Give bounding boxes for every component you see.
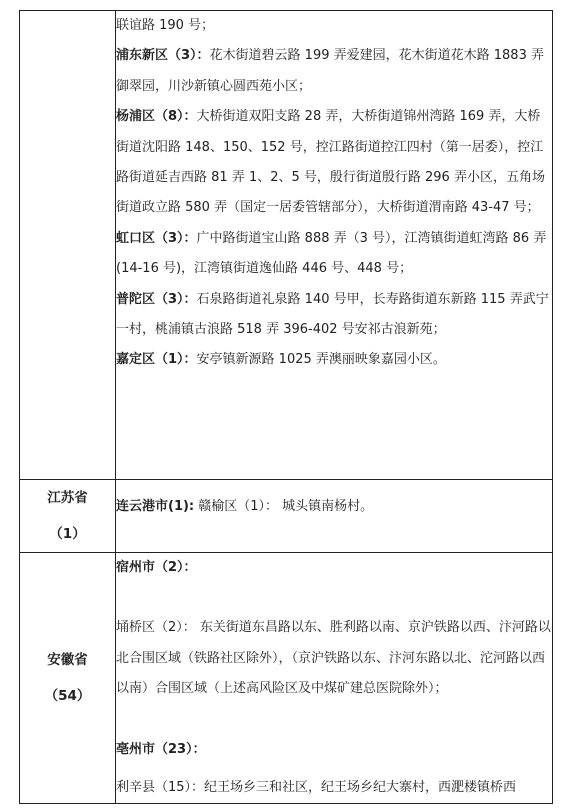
district-label: 虹口区（3）：	[116, 230, 197, 246]
document-table	[19, 10, 553, 804]
province-cell-anhui	[20, 553, 116, 804]
province-cell-empty	[20, 11, 116, 480]
province-name: 安徽省	[47, 652, 88, 669]
lianyungang-paragraph	[116, 492, 552, 522]
district-text: 花木街道碧云路 199 弄爱建园，花木街道花木路 1883 弄御翠园，川沙新镇心圆西苑小区；	[116, 48, 544, 94]
lixin-paragraph: 利辛县（15）：纪王场乡三和社区，纪王场乡纪大寨村，西淝楼镇桥西	[116, 780, 517, 796]
yangpu-paragraph	[116, 102, 552, 224]
line-lianyi: 联谊路 190 号；	[116, 18, 215, 33]
bozhou-city-label: 亳州市（23）：	[116, 741, 206, 757]
jiangsu-content-cell	[116, 480, 553, 553]
table-row	[20, 553, 553, 804]
spacer	[116, 705, 552, 735]
spacer	[116, 765, 552, 773]
hongkou-paragraph	[116, 224, 552, 285]
yongqiao-paragraph: 埇桥区（2）： 东关街道东昌路以东、胜利路以南、京沪铁路以西、汴河路以北合围区域（铁路社区除外），（京沪铁路以东、汴河东路以北、沱河路以西以南）合围区域（上述高风险区及中煤矿建总医院除外）；	[116, 620, 551, 697]
province-count: （1）	[49, 526, 86, 542]
district-label: 嘉定区（1）：	[116, 352, 197, 368]
district-text: 安亭镇新源路 1025 弄澳丽映象嘉园小区。	[196, 352, 446, 368]
shanghai-content-cell	[116, 11, 553, 480]
district-text: 石泉路街道礼泉路 140 号甲，长寿路街道东新路 115 弄武宁一村，桃浦镇古浪路 518 弄 396-402 号安祁古浪新苑；	[116, 291, 549, 338]
province-name: 江苏省	[47, 490, 88, 506]
pudong-paragraph	[116, 41, 552, 102]
jiading-paragraph	[116, 345, 552, 375]
putuo-paragraph	[116, 285, 552, 346]
city-text: 赣榆区（1）： 城头镇南杨村。	[198, 499, 374, 514]
district-label: 普陀区（3）：	[116, 291, 197, 307]
suzhou-city-label: 宿州市（2）：	[116, 560, 197, 575]
province-count: （54）	[44, 688, 91, 705]
province-cell-jiangsu	[20, 480, 116, 553]
district-label: 杨浦区（8）：	[116, 109, 197, 125]
anhui-content-cell	[116, 553, 553, 804]
district-text: 大桥街道双阳支路 28 弄，大桥街道锦州湾路 169 弄，大桥街道沈阳路 148、150、152 号，控江路街道控江四村（第一居委），控江路街道延吉西路 81 弄 1、2、5 号，殷行街道殷行路 296 弄小区，五角场街道政立路 580 弄（国定一居委管辖部分），大桥街道渭南路 43-47 号；	[116, 109, 545, 216]
city-label: 连云港市(1):	[116, 499, 195, 514]
district-label: 浦东新区（3）：	[116, 48, 210, 64]
district-text: 广中路街道宝山路 888 弄（3 号），江湾镇街道虹湾路 86 弄(14-16 号)，江湾镇街道逸仙路 446 号、448 号；	[116, 230, 547, 277]
spacer	[116, 583, 552, 613]
table-row	[20, 480, 553, 553]
table-row	[20, 11, 553, 480]
